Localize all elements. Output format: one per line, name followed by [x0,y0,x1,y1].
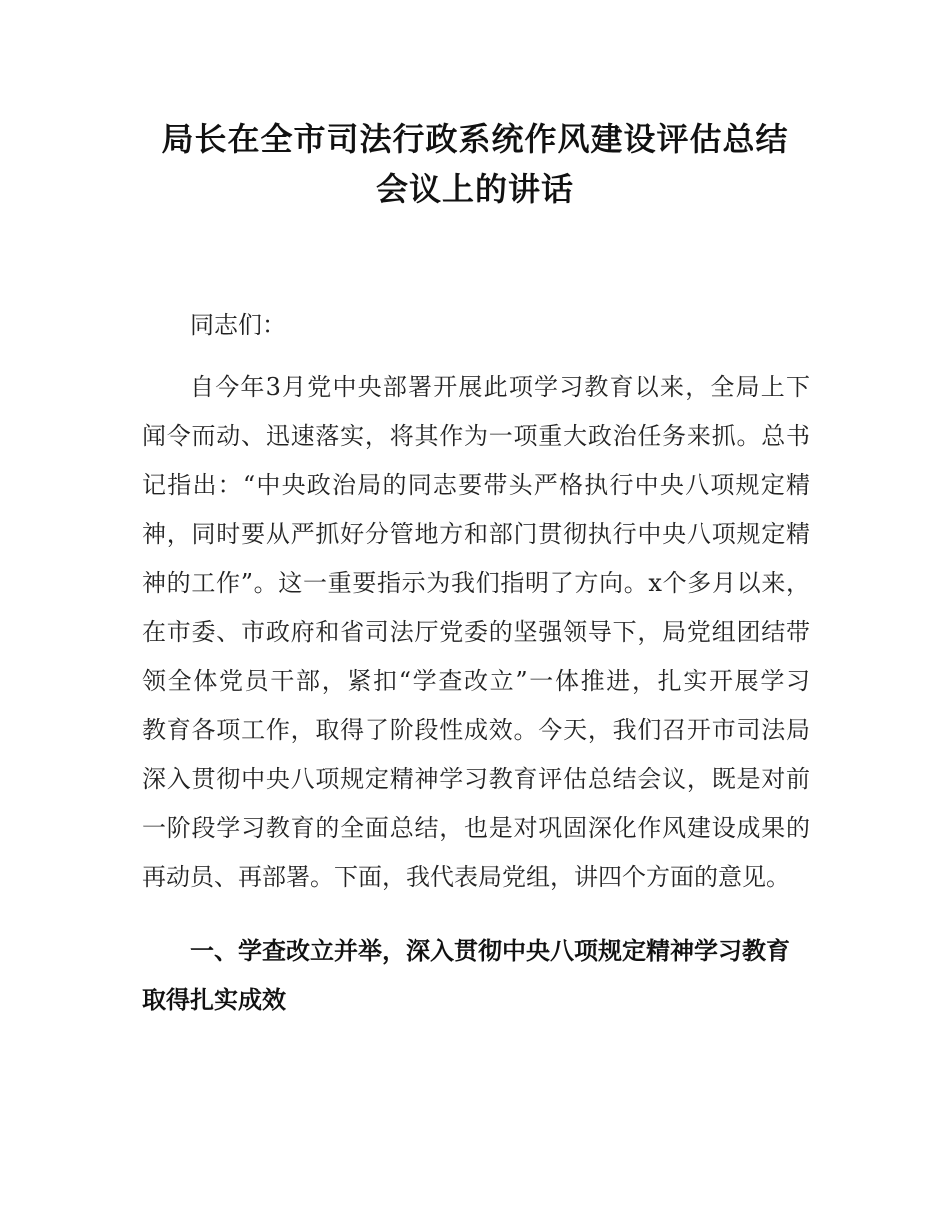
paragraph-line: 深入贯彻中央八项规定精神学习教育评估总结会议，既是对前 [142,765,810,793]
paragraph-line: 记指出：“中央政治局的同志要带头严格执行中央八项规定精 [142,471,810,499]
paragraph-line: 自今年3月党中央部署开展此项学习教育以来，全局上下 [190,373,810,401]
paragraph-line: 闻令而动、迅速落实，将其作为一项重大政治任务来抓。总书 [142,422,810,450]
section-heading-line: 一、学查改立并举，深入贯彻中央八项规定精神学习教育 [190,937,790,965]
document-title-line-1: 局长在全市司法行政系统作风建设评估总结 [161,120,789,158]
paragraph-line: 在市委、市政府和省司法厅党委的坚强领导下，局党组团结带 [142,618,810,646]
paragraph-line: 一阶段学习教育的全面总结，也是对巩固深化作风建设成果的 [142,814,810,842]
document-title-line-2: 会议上的讲话 [375,170,574,208]
paragraph-line: 神的工作”。这一重要指示为我们指明了方向。x个多月以来， [142,569,810,597]
greeting: 同志们： [190,311,286,339]
paragraph-line: 神，同时要从严抓好分管地方和部门贯彻执行中央八项规定精 [142,520,810,548]
paragraph-line: 再动员、再部署。下面，我代表局党组，讲四个方面的意见。 [142,863,790,891]
paragraph-line: 领全体党员干部，紧扣“学查改立”一体推进，扎实开展学习 [142,667,810,695]
section-heading-line: 取得扎实成效 [142,986,286,1014]
paragraph-line: 教育各项工作，取得了阶段性成效。今天，我们召开市司法局 [142,716,810,744]
